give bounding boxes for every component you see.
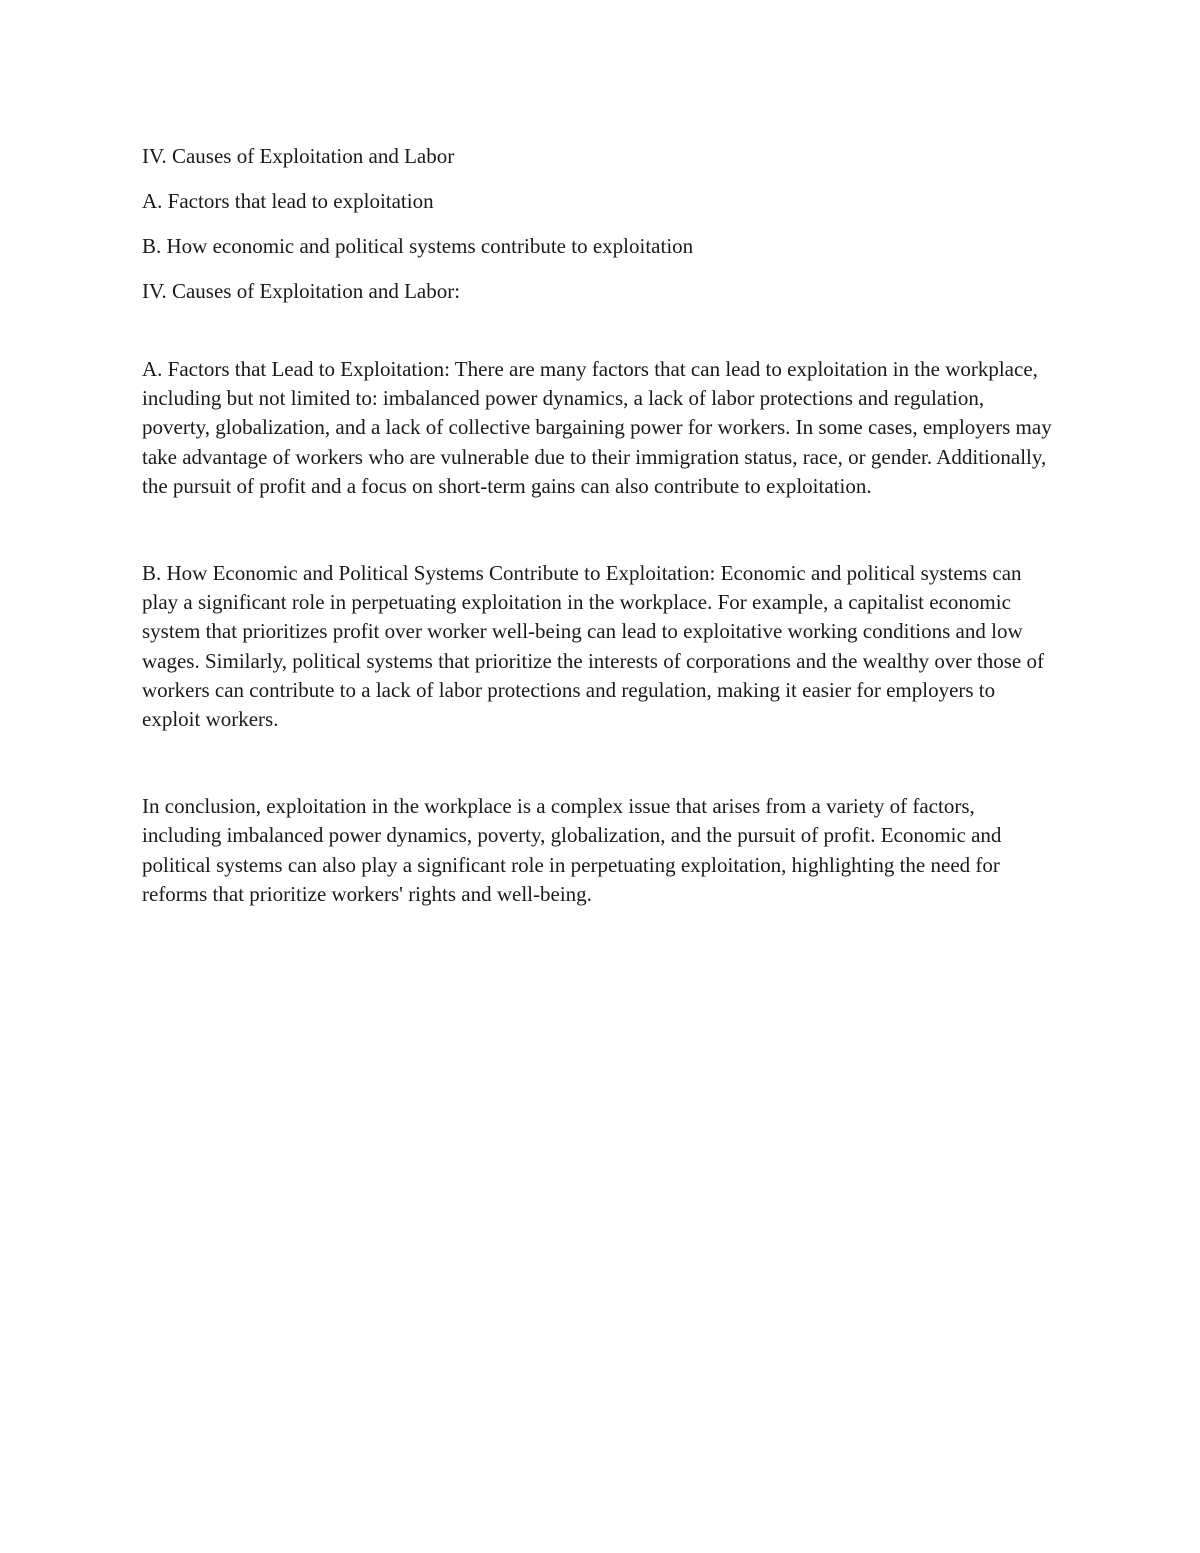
- outline-heading: IV. Causes of Exploitation and Labor: [142, 144, 455, 168]
- outline-item-b: B. How economic and political systems contribute to exploitation: [142, 234, 694, 258]
- paragraph-factors: A. Factors that Lead to Exploitation: There are many factors that can lead to exploitation in the workplace, including but not limited to: imbalanced power dynamics, a lack of labor protections and regulation, poverty, globalization, and a lack of collective bargaining power for workers. In some cases, employers may take advantage of workers who are vulnerable due to their immigration status, race, or gender. Additionally, the pursuit of profit and a focus on short-term gains can also contribute to exploitation.: [142, 357, 1052, 498]
- document-body: [142, 140, 1057, 909]
- section-heading: IV. Causes of Exploitation and Labor:: [142, 279, 461, 303]
- paragraph-systems: B. How Economic and Political Systems Contribute to Exploitation: Economic and political systems can play a significant role in perpetuating exploitation in the workplace. For example, a capitalist economic system that prioritizes profit over worker well-being can lead to exploitative working conditions and low wages. Similarly, political systems that prioritize the interests of corporations and the wealthy over those of workers can contribute to a lack of labor protections and regulation, making it easier for employers to exploit workers.: [142, 561, 1044, 732]
- paragraph-conclusion: In conclusion, exploitation in the workplace is a complex issue that arises from a variety of factors, including imbalanced power dynamics, poverty, globalization, and the pursuit of profit. Economic and political systems can also play a significant role in perpetuating exploitation, highlighting the need for reforms that prioritize workers' rights and well-being.: [142, 794, 1002, 906]
- outline-item-a: A. Factors that lead to exploitation: [142, 189, 434, 213]
